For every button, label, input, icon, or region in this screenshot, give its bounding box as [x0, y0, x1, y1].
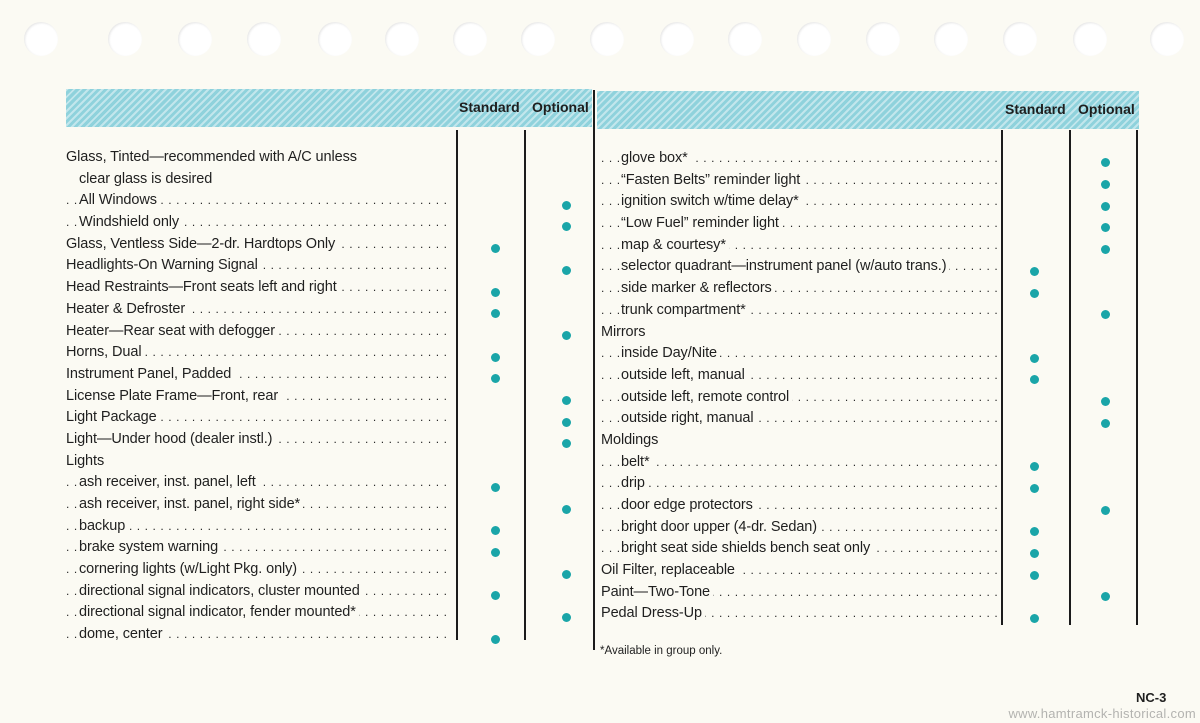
- optional-marker: [1101, 592, 1110, 601]
- binder-hole: [1003, 22, 1037, 56]
- feature-row: [601, 430, 997, 452]
- binder-hole: [318, 22, 352, 56]
- feature-label: Windshield only: [79, 214, 182, 230]
- optional-marker: [562, 505, 571, 514]
- feature-row: [66, 277, 450, 299]
- feature-row: [66, 234, 450, 256]
- feature-row: [601, 473, 997, 495]
- optional-marker: [562, 439, 571, 448]
- optional-marker: [1101, 397, 1110, 406]
- binder-hole: [453, 22, 487, 56]
- feature-row: [66, 147, 450, 169]
- feature-label: Glass, Tinted—recommended with A/C unless: [66, 149, 360, 165]
- feature-row: [601, 170, 997, 192]
- feature-row: [66, 255, 450, 277]
- binder-hole: [178, 22, 212, 56]
- feature-row: [66, 299, 450, 321]
- feature-label: bright door upper (4-dr. Sedan): [621, 519, 820, 535]
- feature-row: [66, 321, 450, 343]
- right-item-list: [601, 148, 997, 625]
- optional-marker: [1101, 202, 1110, 211]
- feature-row: [601, 191, 997, 213]
- left-item-list: [66, 147, 450, 646]
- feature-label: Heater & Defroster: [66, 301, 188, 317]
- binder-hole: [24, 22, 58, 56]
- feature-label: “Low Fuel” reminder light: [621, 215, 782, 231]
- standard-marker: [1030, 354, 1039, 363]
- binder-holes: [0, 0, 1200, 80]
- optional-marker: [1101, 310, 1110, 319]
- binder-hole: [590, 22, 624, 56]
- feature-label: bright seat side shields bench seat only: [621, 540, 873, 556]
- feature-label: directional signal indicator, fender mounted*: [79, 604, 359, 620]
- binder-hole: [660, 22, 694, 56]
- feature-label: Light—Under hood (dealer instl.): [66, 431, 275, 447]
- feature-row: [601, 235, 997, 257]
- standard-marker: [491, 548, 500, 557]
- feature-row: [66, 169, 450, 191]
- feature-label: directional signal indicators, cluster mounted: [79, 583, 363, 599]
- feature-label: Paint—Two-Tone: [601, 584, 713, 600]
- feature-row: [601, 452, 997, 474]
- right-standard-header: Standard: [1005, 101, 1066, 117]
- feature-row: [66, 386, 450, 408]
- feature-row: [66, 364, 450, 386]
- feature-row: [66, 212, 450, 234]
- feature-label: Headlights-On Warning Signal: [66, 257, 261, 273]
- binder-hole: [934, 22, 968, 56]
- feature-label: Instrument Panel, Padded: [66, 366, 234, 382]
- feature-label: brake system warning: [79, 539, 221, 555]
- optional-marker: [1101, 158, 1110, 167]
- feature-label: glove box*: [621, 150, 691, 166]
- feature-label: selector quadrant—instrument panel (w/auto trans.): [621, 258, 949, 274]
- feature-row: [66, 624, 450, 646]
- standard-marker: [1030, 375, 1039, 384]
- feature-label: ash receiver, inst. panel, right side*: [79, 496, 303, 512]
- right-optional-header: Optional: [1078, 101, 1135, 117]
- left-standard-rule-left: [456, 130, 458, 640]
- optional-marker: [562, 396, 571, 405]
- feature-label: Moldings: [601, 432, 661, 448]
- standard-marker: [1030, 549, 1039, 558]
- feature-row: [66, 472, 450, 494]
- feature-label: Head Restraints—Front seats left and right: [66, 279, 340, 295]
- standard-marker: [1030, 267, 1039, 276]
- feature-row: [66, 451, 450, 473]
- feature-row: [601, 517, 997, 539]
- feature-row: [601, 603, 997, 625]
- feature-row: [66, 602, 450, 624]
- standard-marker: [491, 353, 500, 362]
- feature-label: “Fasten Belts” reminder light: [621, 172, 803, 188]
- feature-row: [601, 213, 997, 235]
- right-standard-rule-right: [1069, 130, 1071, 625]
- feature-row: [66, 537, 450, 559]
- feature-row: [66, 559, 450, 581]
- standard-marker: [491, 244, 500, 253]
- feature-row: [66, 342, 450, 364]
- feature-row: [601, 495, 997, 517]
- binder-hole: [1073, 22, 1107, 56]
- feature-row: [601, 387, 997, 409]
- optional-marker: [562, 266, 571, 275]
- feature-row: [601, 560, 997, 582]
- feature-label: cornering lights (w/Light Pkg. only): [79, 561, 300, 577]
- left-standard-header: Standard: [459, 99, 520, 115]
- optional-marker: [1101, 223, 1110, 232]
- optional-marker: [562, 201, 571, 210]
- feature-label: map & courtesy*: [621, 237, 729, 253]
- standard-marker: [1030, 571, 1039, 580]
- feature-label: Horns, Dual: [66, 344, 144, 360]
- feature-row: [601, 322, 997, 344]
- binder-hole: [385, 22, 419, 56]
- feature-label: Light Package: [66, 409, 160, 425]
- footnote: *Available in group only.: [600, 645, 723, 657]
- standard-marker: [491, 309, 500, 318]
- optional-marker: [562, 418, 571, 427]
- watermark: www.hamtramck-historical.com: [1008, 706, 1196, 721]
- feature-row: [66, 516, 450, 538]
- feature-label: All Windows: [79, 192, 160, 208]
- feature-row: [66, 407, 450, 429]
- optional-marker: [562, 570, 571, 579]
- feature-row: [601, 300, 997, 322]
- feature-row: [601, 582, 997, 604]
- standard-marker: [1030, 614, 1039, 623]
- standard-marker: [491, 591, 500, 600]
- feature-row: [601, 408, 997, 430]
- feature-row: [601, 343, 997, 365]
- feature-label: Pedal Dress-Up: [601, 605, 705, 621]
- optional-marker: [1101, 245, 1110, 254]
- optional-marker: [1101, 180, 1110, 189]
- standard-marker: [1030, 484, 1039, 493]
- feature-row: [601, 365, 997, 387]
- feature-label: ash receiver, inst. panel, left: [79, 474, 259, 490]
- binder-hole: [108, 22, 142, 56]
- feature-row: [66, 581, 450, 603]
- binder-hole: [1150, 22, 1184, 56]
- feature-label: door edge protectors: [621, 497, 756, 513]
- feature-row: [601, 538, 997, 560]
- feature-label: drip: [621, 475, 648, 491]
- feature-label: Oil Filter, replaceable: [601, 562, 738, 578]
- feature-label: License Plate Frame—Front, rear: [66, 388, 281, 404]
- binder-hole: [866, 22, 900, 56]
- feature-label: belt*: [621, 454, 653, 470]
- optional-marker: [1101, 419, 1110, 428]
- feature-label: clear glass is desired: [79, 171, 215, 187]
- optional-marker: [562, 222, 571, 231]
- feature-row: [601, 278, 997, 300]
- left-optional-header: Optional: [532, 99, 589, 115]
- feature-row: [66, 190, 450, 212]
- feature-label: ignition switch w/time delay*: [621, 193, 802, 209]
- feature-row: [66, 494, 450, 516]
- standard-marker: [491, 483, 500, 492]
- standard-marker: [491, 288, 500, 297]
- feature-label: Heater—Rear seat with defogger: [66, 323, 278, 339]
- feature-label: backup: [79, 518, 128, 534]
- standard-marker: [491, 374, 500, 383]
- standard-marker: [491, 635, 500, 644]
- feature-label: Mirrors: [601, 324, 648, 340]
- standard-marker: [491, 526, 500, 535]
- feature-label: outside left, manual: [621, 367, 748, 383]
- feature-label: Lights: [66, 453, 107, 469]
- standard-marker: [1030, 289, 1039, 298]
- optional-marker: [562, 331, 571, 340]
- right-optional-rule-right: [1136, 130, 1138, 625]
- page-number: NC-3: [1136, 690, 1167, 705]
- feature-row: [66, 429, 450, 451]
- feature-label: Glass, Ventless Side—2-dr. Hardtops Only: [66, 236, 338, 252]
- feature-row: [601, 148, 997, 170]
- optional-marker: [562, 613, 571, 622]
- feature-label: trunk compartment*: [621, 302, 749, 318]
- feature-label: outside right, manual: [621, 410, 757, 426]
- binder-hole: [247, 22, 281, 56]
- standard-marker: [1030, 527, 1039, 536]
- right-standard-rule-left: [1001, 130, 1003, 625]
- feature-label: side marker & reflectors: [621, 280, 775, 296]
- optional-marker: [1101, 506, 1110, 515]
- feature-row: [601, 256, 997, 278]
- binder-hole: [521, 22, 555, 56]
- binder-hole: [728, 22, 762, 56]
- binder-hole: [797, 22, 831, 56]
- left-standard-rule-right: [524, 130, 526, 640]
- center-divider: [593, 90, 595, 650]
- standard-marker: [1030, 462, 1039, 471]
- feature-label: dome, center: [79, 626, 165, 642]
- feature-label: outside left, remote control: [621, 389, 792, 405]
- feature-label: inside Day/Nite: [621, 345, 720, 361]
